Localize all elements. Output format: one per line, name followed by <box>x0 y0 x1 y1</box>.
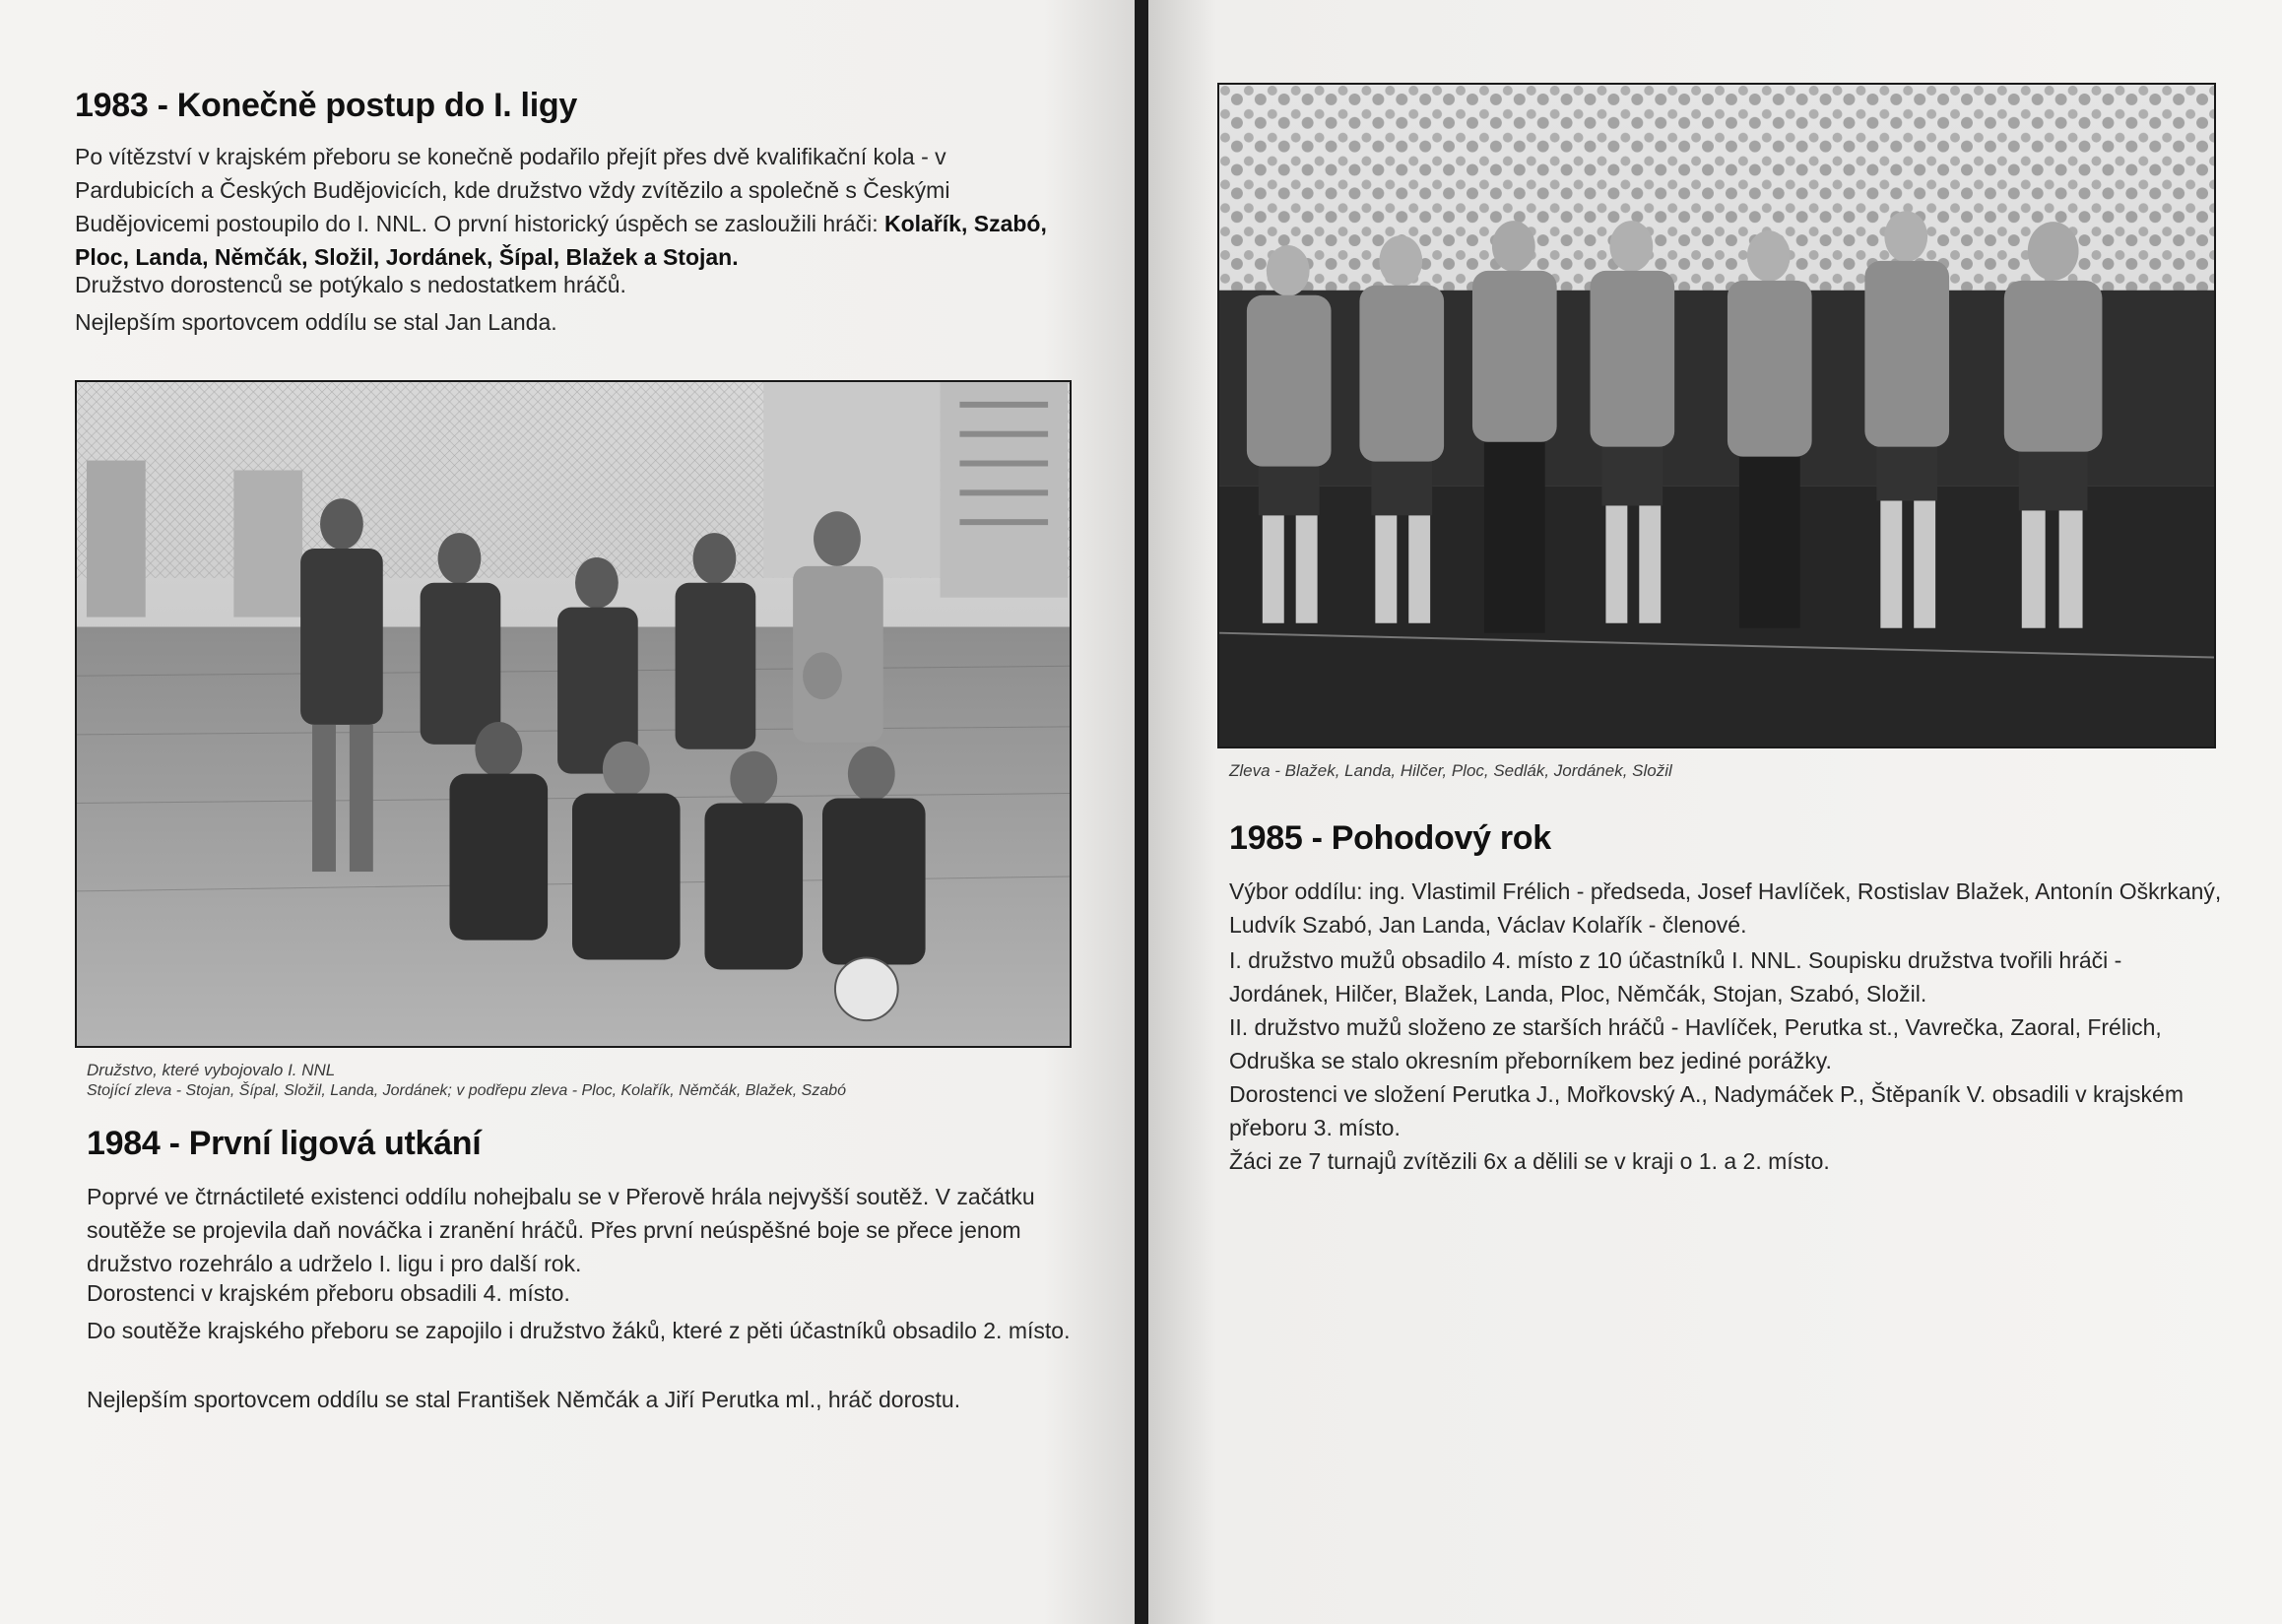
right-page <box>1148 0 2282 1624</box>
paragraph-1983-text: Po vítězství v krajském přeboru se konečně podařilo přejít přes dvě kvalifikační kola - v Pardubicích a Českých Budějovicích, kde družstvo vždy zvítězilo a společně s Českými Budějovicemi postoupilo do I. NNL. O první historický úspěch se zasloužili hráči: <box>75 144 950 236</box>
paragraph-1983-youth: Družstvo dorostenců se potýkalo s nedostatkem hráčů. <box>75 272 626 297</box>
heading-1983: 1983 - Konečně postup do I. ligy <box>75 87 577 124</box>
paragraph-1984-season: Poprvé ve čtrnáctileté existenci oddílu nohejbalu se v Přerově hrála nejvyšší soutěž. V začátku soutěže se projevila daň nováčka i zranění hráčů. Přes první neúspěšné boje se přece jenom družstvo rozehrálo a udrželo I. ligu i pro další rok. <box>87 1184 1035 1276</box>
paragraph-1984-best: Nejlepším sportovcem oddílu se stal František Němčák a Jiří Perutka ml., hráč dorostu. <box>87 1387 961 1412</box>
paragraph-1985-first-team: I. družstvo mužů obsadilo 4. místo z 10 účastníků I. NNL. Soupisku družstva tvořili hráči - Jordánek, Hilčer, Blažek, Landa, Ploc, Němčák, Stojan, Szabó, Složil. <box>1229 947 2122 1007</box>
paragraph-1983-players <box>75 140 1072 274</box>
team-photo-1983-image <box>77 382 1070 1046</box>
photo2-caption: Zleva - Blažek, Landa, Hilčer, Ploc, Sedlák, Jordánek, Složil <box>1229 761 1672 780</box>
photo1-caption-line1: Družstvo, které vybojovalo I. NNL <box>87 1061 336 1079</box>
paragraph-1985-second-team: II. družstvo mužů složeno ze starších hráčů - Havlíček, Perutka st., Vavrečka, Zaoral, Frélich, Odruška se stalo okresním přeborníkem bez jediné porážky. <box>1229 1014 2162 1073</box>
book-gutter <box>1135 0 1148 1624</box>
paragraph-1984-pupils: Do soutěže krajského přeboru se zapojilo i družstvo žáků, které z pěti účastníků obsadilo 2. místo. <box>87 1318 1071 1343</box>
paragraph-1984-youth: Dorostenci v krajském přeboru obsadili 4. místo. <box>87 1280 570 1306</box>
players-1983-bold: Kolařík, Szabó, Ploc, Landa, Němčák, Složil, Jordánek, Šípal, Blažek a Stojan. <box>75 211 1047 270</box>
team-photo-1985-image <box>1219 85 2214 747</box>
heading-1985: 1985 - Pohodový rok <box>1229 819 1551 857</box>
team-photo-1985 <box>1217 83 2216 748</box>
paragraph-1985-pupils: Žáci ze 7 turnajů zvítězili 6x a dělili se v kraji o 1. a 2. místo. <box>1229 1148 1830 1174</box>
paragraph-1985-youth: Dorostenci ve složení Perutka J., Mořkovský A., Nadymáček P., Štěpaník V. obsadili v krajském přeboru 3. místo. <box>1229 1081 2184 1140</box>
heading-1984: 1984 - První ligová utkání <box>87 1125 482 1162</box>
team-photo-1983 <box>75 380 1072 1048</box>
paragraph-1985-committee: Výbor oddílu: ing. Vlastimil Frélich - předseda, Josef Havlíček, Rostislav Blažek, Antonín Oškrkaný, Ludvík Szabó, Jan Landa, Václav Kolařík - členové. <box>1229 878 2222 938</box>
ball-icon <box>835 958 898 1021</box>
paragraph-1983-best: Nejlepším sportovcem oddílu se stal Jan Landa. <box>75 309 557 335</box>
photo1-caption-line2: Stojící zleva - Stojan, Šípal, Složil, Landa, Jordánek; v podřepu zleva - Ploc, Kolařík, Němčák, Blažek, Szabó <box>87 1082 847 1099</box>
left-page <box>0 0 1135 1624</box>
